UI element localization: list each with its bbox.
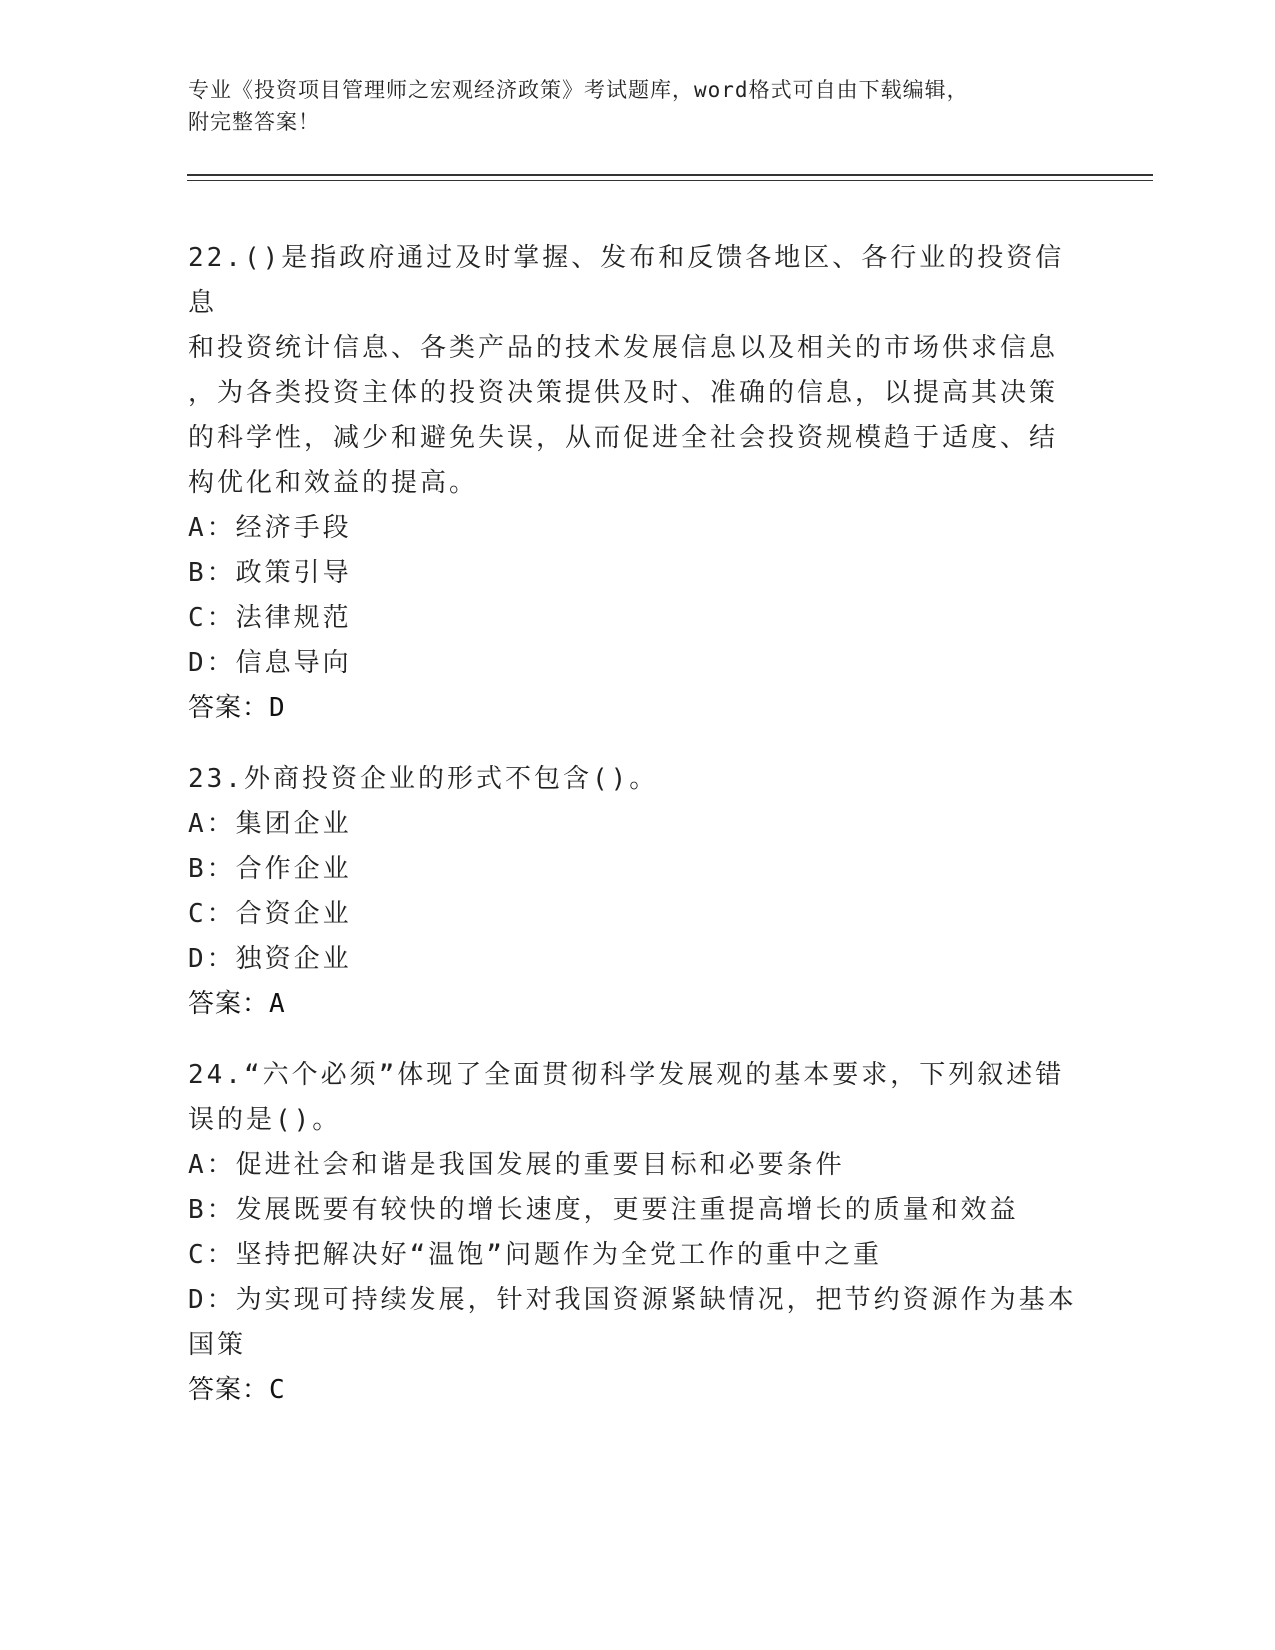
question-list (188, 236, 1088, 1439)
header-line-2: 附完整答案！ (188, 110, 320, 134)
option-d-continued: 国策 (188, 1330, 247, 1360)
question-24 (188, 1053, 1088, 1413)
answer-label: 答案： (188, 989, 270, 1019)
header-divider-thin (187, 180, 1153, 181)
answer-label: 答案： (188, 1375, 270, 1405)
option-a: A：集团企业 (188, 809, 352, 839)
document-header (188, 74, 1088, 138)
question-stem-line: 的科学性，减少和避免失误，从而促进全社会投资规模趋于适度、结 (188, 423, 1059, 453)
option-d: D：信息导向 (188, 648, 352, 678)
answer-value: A (269, 989, 285, 1019)
question-stem-line: 和投资统计信息、各类产品的技术发展信息以及相关的市场供求信息 (188, 333, 1059, 363)
option-d: D：为实现可持续发展，针对我国资源紧缺情况，把节约资源作为基本 (188, 1285, 1077, 1315)
option-a: A：经济手段 (188, 513, 352, 543)
answer-line (188, 1368, 1088, 1413)
question-23 (188, 757, 1088, 1027)
option-c: C：合资企业 (188, 899, 352, 929)
option-a: A：促进社会和谐是我国发展的重要目标和必要条件 (188, 1150, 845, 1180)
answer-line (188, 686, 1088, 731)
option-b: B：合作企业 (188, 854, 352, 884)
answer-value: D (269, 693, 285, 723)
option-d: D：独资企业 (188, 944, 352, 974)
option-b: B：政策引导 (188, 558, 352, 588)
option-c: C：法律规范 (188, 603, 352, 633)
question-stem-line: ，为各类投资主体的投资决策提供及时、准确的信息，以提高其决策 (188, 378, 1059, 408)
header-divider-thick (187, 174, 1153, 176)
question-stem-line: 22.()是指政府通过及时掌握、发布和反馈各地区、各行业的投资信息 (188, 243, 1065, 318)
question-stem-line: 24.“六个必须”体现了全面贯彻科学发展观的基本要求，下列叙述错 (188, 1060, 1065, 1090)
answer-value: C (269, 1375, 285, 1405)
header-line-1: 专业《投资项目管理师之宏观经济政策》考试题库，word格式可自由下载编辑， (188, 78, 969, 102)
question-stem-line: 误的是()。 (188, 1105, 342, 1135)
option-c: C：坚持把解决好“温饱”问题作为全党工作的重中之重 (188, 1240, 882, 1270)
question-stem-line: 23.外商投资企业的形式不包含()。 (188, 764, 659, 794)
answer-line (188, 982, 1088, 1027)
question-22 (188, 236, 1088, 731)
answer-label: 答案： (188, 693, 270, 723)
option-b: B：发展既要有较快的增长速度，更要注重提高增长的质量和效益 (188, 1195, 1019, 1225)
question-stem-line: 构优化和效益的提高。 (188, 468, 479, 498)
